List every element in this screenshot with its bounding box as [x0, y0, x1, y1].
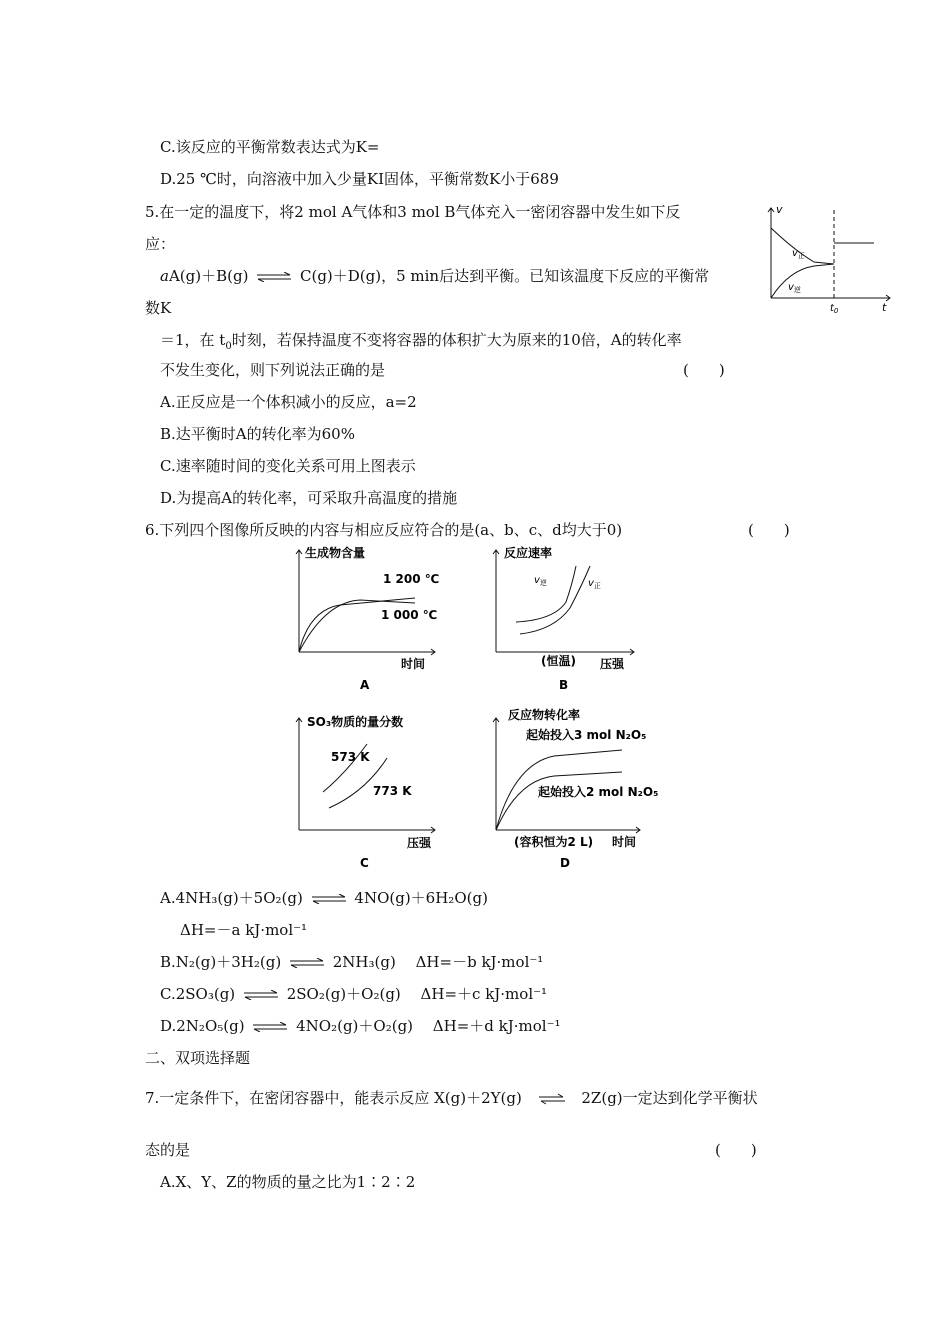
q7-l1a: 7.一定条件下，在密闭容器中，能表示反应 X(g)＋2Y(g) — [145, 1089, 522, 1107]
chart-d-label-3mol: 起始投入3 mol N₂O₅ — [526, 728, 647, 742]
q5-l5sub: 0 — [225, 341, 232, 352]
q5-vz-v: v — [792, 248, 798, 259]
q6-c-right: 2SO₂(g)＋O₂(g) ΔH=＋c kJ·mol⁻¹ — [286, 985, 548, 1003]
q4-option-c: C.该反应的平衡常数表达式为K= — [160, 138, 380, 156]
chart-c-label-573k: 573 K — [331, 750, 370, 764]
q5-t0-sub: 0 — [833, 307, 839, 315]
q7-stem-line1 — [145, 1088, 758, 1108]
q5-answer-paren: ( ) — [683, 361, 725, 379]
q5-l5b: 时刻，若保持温度不变将容器的体积扩大为原来的10倍，A的转化率 — [231, 331, 682, 349]
q6-chart-b — [484, 540, 654, 692]
q6-chart-a — [285, 540, 455, 692]
chart-b-vn-label — [534, 575, 547, 587]
chart-a-ylabel: 生成物含量 — [305, 546, 366, 560]
chart-d-note: (容积恒为2 L) — [514, 835, 594, 849]
q5-stem-line1: 5.在一定的温度下，将2 mol A气体和3 mol B气体充入一密闭容器中发生如下反 — [145, 203, 681, 221]
chart-b-curve-reverse — [516, 566, 576, 622]
q5-vn-v: v — [788, 282, 794, 293]
q7-l1b: 2Z(g)一定达到化学平衡状 — [581, 1089, 758, 1107]
q5-vn-sub: 逆 — [793, 286, 801, 294]
q6-a-right: 4NO(g)＋6H₂O(g) — [354, 889, 488, 907]
q6-option-d — [160, 1016, 561, 1036]
chart-c-label-773k: 773 K — [373, 784, 412, 798]
chart-d-xlabel: 时间 — [612, 835, 637, 849]
q6-b-right: 2NH₃(g) ΔH=－b kJ·mol⁻¹ — [332, 953, 544, 971]
chart-b-xlabel: 压强 — [600, 657, 625, 671]
q5-equation — [160, 266, 709, 286]
q5-option-c: C.速率随时间的变化关系可用上图表示 — [160, 457, 416, 475]
q5-option-b: B.达平衡时A的转化率为60% — [160, 425, 355, 443]
q6-d-left: D.2N₂O₅(g) — [160, 1017, 245, 1035]
equilibrium-arrow-icon — [312, 894, 346, 904]
q7-stem-line2: 态的是 — [145, 1141, 191, 1159]
q7-option-a: A.X、Y、Z的物质的量之比为1∶2∶2 — [160, 1173, 416, 1191]
chart-b-vn-v: v — [534, 575, 540, 586]
chart-a-caption: A — [360, 678, 370, 692]
q5-t0-t: t — [830, 303, 834, 314]
equilibrium-arrow-icon — [244, 990, 278, 1000]
q5-t-label: t — [882, 301, 887, 314]
q5-coef-a: a — [160, 267, 169, 285]
q5-eq-right: C(g)＋D(g)，5 min后达到平衡。已知该温度下反应的平衡常 — [299, 267, 710, 285]
q5-v-label: v — [776, 203, 783, 216]
chart-b-curve-forward — [520, 566, 590, 634]
q6-option-a-dh: ΔH=－a kJ·mol⁻¹ — [180, 921, 308, 939]
q6-option-b — [160, 952, 543, 972]
q6-chart-c — [285, 704, 455, 876]
q5-vn-label — [788, 282, 801, 294]
chart-a-label-1200: 1 200 ℃ — [383, 572, 440, 586]
q6-c-left: C.2SO₃(g) — [160, 985, 236, 1003]
q6-option-c — [160, 984, 547, 1004]
chart-b-ylabel: 反应速率 — [504, 546, 553, 560]
q5-option-a: A.正反应是一个体积减小的反应，a=2 — [160, 393, 417, 411]
q5-stem-line4: 数K — [145, 299, 172, 317]
section-heading: 二、双项选择题 — [145, 1049, 251, 1067]
q6-b-left: B.N₂(g)＋3H₂(g) — [160, 953, 282, 971]
equilibrium-arrow-icon — [253, 1022, 287, 1032]
q5-stem-line2: 应： — [145, 235, 176, 253]
q6-chart-d — [484, 704, 664, 876]
chart-b-caption: B — [559, 678, 569, 692]
q5-rate-time-figure — [764, 200, 899, 315]
chart-a-label-1000: 1 000 ℃ — [381, 608, 438, 622]
q5-l5a: ＝1，在 t — [160, 331, 226, 349]
q5-eq-left: A(g)＋B(g) — [168, 267, 249, 285]
chart-d-caption: D — [560, 856, 570, 870]
chart-c-curve-773k — [329, 758, 387, 808]
q5-stem-line6: 不发生变化，则下列说法正确的是 — [160, 361, 386, 379]
q5-vz-label — [792, 248, 805, 260]
q6-a-left: A.4NH₃(g)＋5O₂(g) — [160, 889, 303, 907]
chart-c-ylabel: SO₃物质的量分数 — [307, 715, 404, 729]
chart-b-vz-label — [588, 578, 601, 590]
chart-b-vz-sub: 正 — [593, 582, 601, 590]
chart-b-vn-sub: 逆 — [539, 579, 547, 587]
q4-option-d: D.25 ℃时，向溶液中加入少量KI固体，平衡常数K小于689 — [160, 170, 559, 188]
chart-b-note: (恒温) — [541, 654, 576, 668]
chart-d-curve-2mol — [496, 772, 622, 830]
q6-stem: 6.下列四个图像所反映的内容与相应反应符合的是(a、b、c、d均大于0) — [145, 521, 623, 539]
chart-d-ylabel: 反应物转化率 — [508, 708, 581, 722]
chart-d-label-2mol: 起始投入2 mol N₂O₅ — [538, 785, 659, 799]
chart-b-vz-v: v — [588, 578, 594, 589]
q7-answer-paren: ( ) — [715, 1141, 757, 1159]
chart-c-caption: C — [360, 856, 369, 870]
chart-c-xlabel: 压强 — [407, 836, 432, 850]
equilibrium-arrow-icon — [537, 1093, 567, 1105]
q5-t0-label — [830, 303, 839, 315]
q6-answer-paren: ( ) — [748, 521, 790, 539]
equilibrium-arrow-icon — [257, 272, 291, 282]
q6-d-right: 4NO₂(g)＋O₂(g) ΔH=＋d kJ·mol⁻¹ — [296, 1017, 561, 1035]
q5-option-d: D.为提高A的转化率，可采取升高温度的措施 — [160, 489, 458, 507]
q5-stem-line5 — [160, 330, 682, 357]
q6-option-a — [160, 888, 488, 908]
q5-reverse-rate-curve — [771, 264, 834, 298]
equilibrium-arrow-icon — [290, 958, 324, 968]
chart-a-xlabel: 时间 — [401, 657, 426, 671]
q5-vz-sub: 正 — [797, 252, 805, 260]
